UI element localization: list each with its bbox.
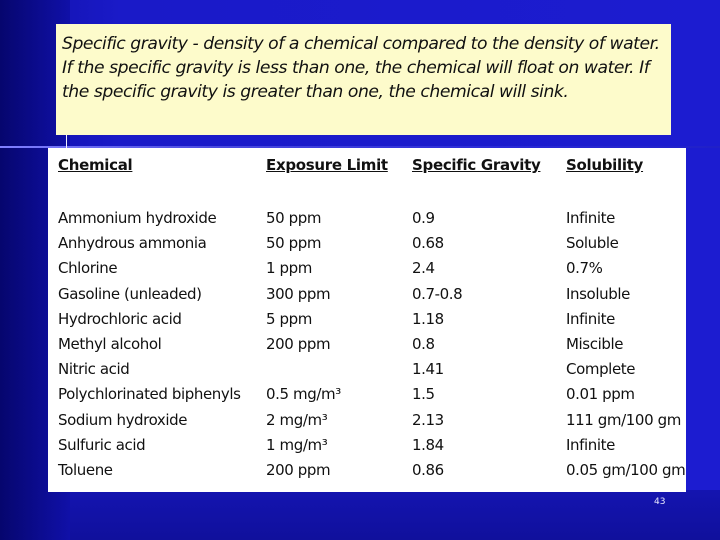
cell-chemical: Nitric acid	[58, 360, 130, 379]
cell-exposure-limit: 50 ppm	[266, 234, 322, 253]
header-specific-gravity: Specific Gravity	[412, 156, 541, 174]
cell-specific-gravity: 0.68	[412, 234, 444, 253]
cell-solubility: Infinite	[566, 209, 615, 227]
cell-exposure-limit: 5 ppm	[266, 309, 312, 328]
cell-chemical: Toluene	[58, 461, 113, 479]
table-row	[48, 285, 686, 310]
cell-specific-gravity: 2.13	[412, 410, 444, 429]
cell-chemical: Anhydrous ammonia	[58, 234, 207, 253]
cell-exposure-limit: 0.5 mg/m³	[266, 385, 341, 404]
cell-specific-gravity: 1.5	[412, 385, 435, 404]
cell-specific-gravity: 2.4	[412, 259, 435, 278]
cell-chemical: Hydrochloric acid	[58, 309, 182, 328]
cell-exposure-limit: 2 mg/m³	[266, 410, 328, 429]
page-number: 43	[654, 497, 666, 507]
cell-solubility: Miscible	[566, 335, 624, 353]
cell-solubility: Insoluble	[566, 284, 630, 303]
header-solubility: Solubility	[566, 156, 644, 174]
cell-exposure-limit: 300 ppm	[266, 284, 331, 303]
cell-specific-gravity: 0.7-0.8	[412, 284, 463, 303]
cell-exposure-limit: 1 mg/m³	[266, 435, 328, 454]
cell-chemical: Ammonium hydroxide	[58, 209, 217, 227]
background-bottom-band	[70, 490, 720, 540]
callout-text: Specific gravity - density of a chemical compared to the density of water. If the specific gravity is less than one, the chemical will float on water. If the specific gravity is greater than one, the chemical will sink.	[62, 34, 660, 102]
cell-specific-gravity: 1.84	[412, 435, 444, 454]
table-row	[48, 259, 686, 284]
cell-solubility: Infinite	[566, 309, 615, 328]
table-row	[48, 436, 686, 461]
table-row	[48, 335, 686, 360]
cell-chemical: Sulfuric acid	[58, 435, 146, 454]
cell-solubility: Soluble	[566, 234, 619, 253]
cell-solubility: Infinite	[566, 435, 615, 454]
cell-specific-gravity: 1.41	[412, 360, 444, 379]
table-row	[48, 234, 686, 259]
table-row	[48, 411, 686, 436]
table-row	[48, 209, 686, 234]
cell-solubility: 0.7%	[566, 259, 603, 278]
cell-specific-gravity: 0.8	[412, 335, 435, 353]
cell-chemical: Methyl alcohol	[58, 335, 162, 353]
cell-chemical: Chlorine	[58, 259, 118, 278]
cell-solubility: 111 gm/100 gm	[566, 410, 681, 429]
cell-solubility: Complete	[566, 360, 636, 379]
cell-solubility: 0.01 ppm	[566, 385, 635, 404]
chemical-properties-table	[48, 148, 686, 492]
cell-exposure-limit: 200 ppm	[266, 335, 331, 353]
definition-callout	[56, 24, 671, 135]
header-exposure-limit: Exposure Limit	[266, 156, 388, 174]
table-row	[48, 310, 686, 335]
cell-exposure-limit: 50 ppm	[266, 209, 322, 227]
cell-solubility: 0.05 gm/100 gm	[566, 461, 686, 479]
table-row	[48, 461, 686, 486]
cell-chemical: Sodium hydroxide	[58, 410, 188, 429]
cell-specific-gravity: 0.9	[412, 209, 435, 227]
table-row	[48, 385, 686, 410]
cell-exposure-limit: 1 ppm	[266, 259, 312, 278]
header-chemical: Chemical	[58, 156, 133, 174]
table-row	[48, 360, 686, 385]
cell-specific-gravity: 0.86	[412, 461, 444, 479]
cell-chemical: Polychlorinated biphenyls	[58, 385, 241, 404]
cell-specific-gravity: 1.18	[412, 309, 444, 328]
cell-chemical: Gasoline (unleaded)	[58, 284, 202, 303]
cell-exposure-limit: 200 ppm	[266, 461, 331, 479]
